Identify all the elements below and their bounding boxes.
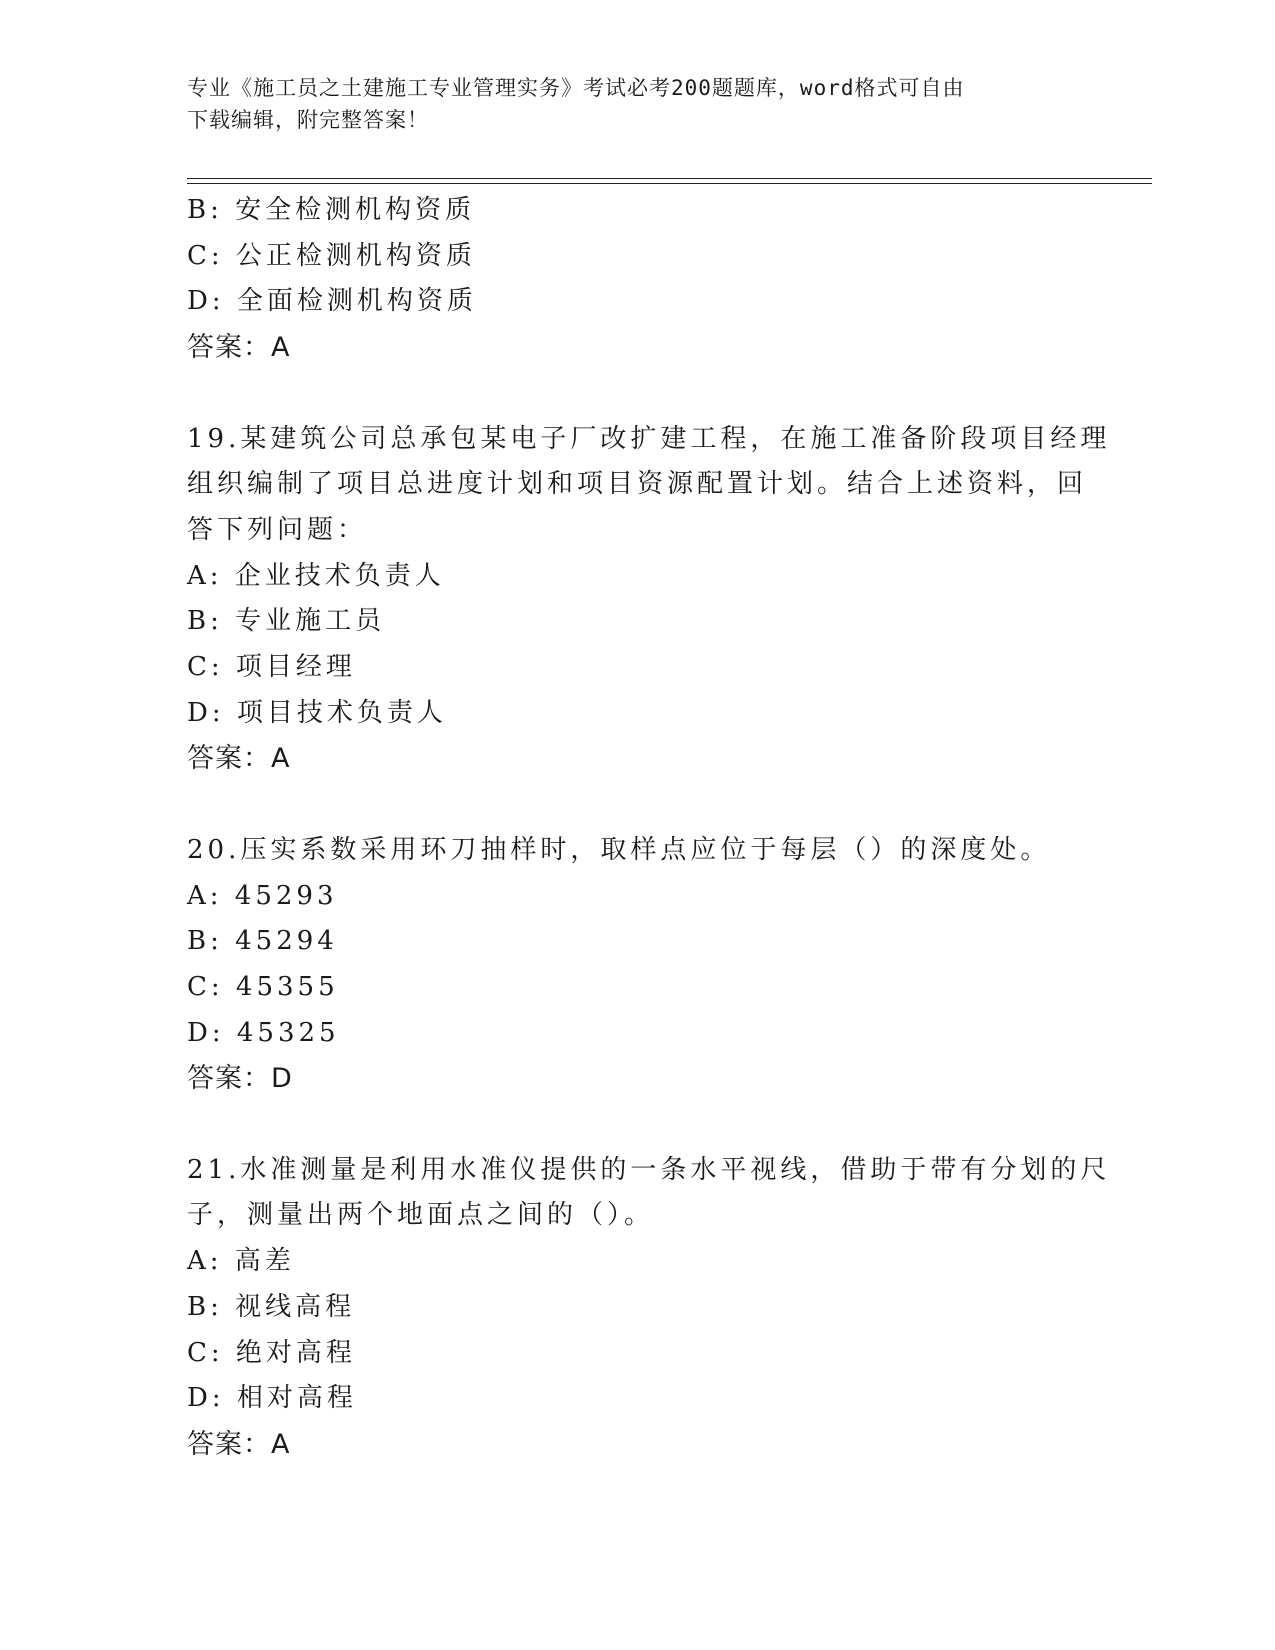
document-header	[187, 72, 1067, 136]
question-stem-line: 子，测量出两个地面点之间的（）。	[187, 1200, 655, 1231]
option-a: A: 企业技术负责人	[187, 560, 445, 591]
header-line-1: 专业《施工员之土建施工专业管理实务》考试必考200题题库，word格式可自由	[187, 76, 965, 100]
option-b: B: 45294	[187, 926, 338, 957]
question-list	[187, 188, 1111, 1468]
question-stem-line: 20.压实系数采用环刀抽样时，取样点应位于每层（）的深度处。	[187, 834, 1051, 865]
header-divider-bottom	[187, 183, 1152, 184]
spacer	[187, 782, 1087, 828]
question-stem-line: 组织编制了项目总进度计划和项目资源配置计划。结合上述资料，回	[187, 469, 1088, 500]
option-d: D: 全面检测机构资质	[187, 286, 477, 317]
option-c: C: 项目经理	[187, 652, 356, 683]
spacer	[187, 1102, 1087, 1148]
option-a: A: 高差	[187, 1246, 295, 1277]
answer: 答案：A	[187, 332, 291, 364]
option-a: A: 45293	[187, 880, 338, 911]
question-stem-line: 19.某建筑公司总承包某电子厂改扩建工程，在施工准备阶段项目经理	[187, 423, 1111, 454]
option-d: D: 项目技术负责人	[187, 697, 447, 728]
answer: 答案：A	[187, 1428, 291, 1460]
question-18	[187, 188, 1087, 371]
question-stem-line: 答下列问题：	[187, 514, 368, 545]
option-c: C: 45355	[187, 971, 339, 1002]
answer: 答案：A	[187, 743, 291, 775]
option-d: D: 相对高程	[187, 1383, 357, 1414]
option-b: B: 专业施工员	[187, 606, 386, 637]
option-c: C: 绝对高程	[187, 1337, 356, 1368]
question-stem-line: 21.水准测量是利用水准仪提供的一条水平视线，借助于带有分划的尺	[187, 1154, 1111, 1185]
option-d: D: 45325	[187, 1017, 340, 1048]
header-divider-top	[187, 178, 1152, 179]
question-19	[187, 417, 1111, 783]
option-b: B: 视线高程	[187, 1291, 356, 1322]
question-21	[187, 1148, 1111, 1468]
option-b: B: 安全检测机构资质	[187, 195, 476, 225]
answer: 答案：D	[187, 1063, 293, 1095]
header-line-2: 下载编辑，附完整答案！	[187, 108, 429, 132]
spacer	[187, 371, 1087, 417]
option-c: C: 公正检测机构资质	[187, 240, 476, 271]
question-20	[187, 828, 1087, 1102]
